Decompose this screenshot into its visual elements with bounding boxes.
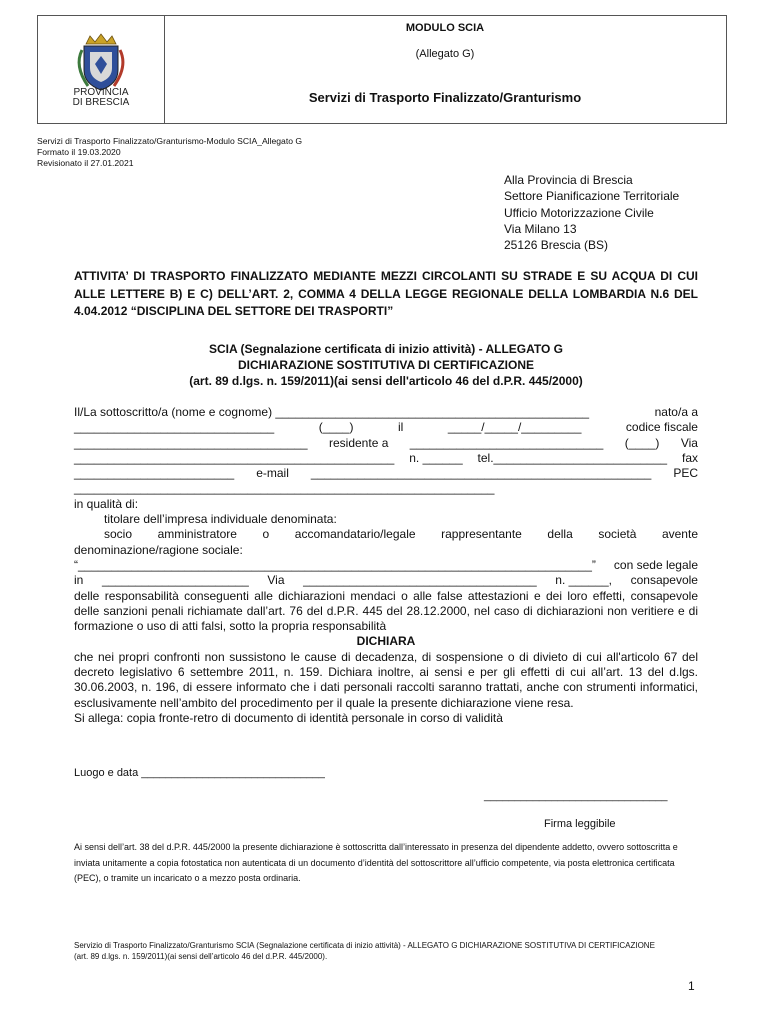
role-option-partner[interactable]: [74, 527, 698, 542]
signature-label: Firma leggibile: [544, 818, 616, 830]
footer-line: (art. 89 d.lgs. n. 159/2011)(ai sensi dell’articolo 46 del d.P.R. 445/2000).: [74, 952, 328, 961]
address-line: 25126 Brescia (BS): [504, 238, 609, 253]
scia-heading: [74, 341, 698, 389]
page-number: 1: [688, 979, 695, 993]
residence-field[interactable]: _____________________________: [409, 435, 604, 450]
service-title: Servizi di Trasporto Finalizzato/Granturismo: [308, 90, 582, 105]
email-label: e-mail: [256, 466, 289, 481]
residence-label: residente a: [329, 435, 389, 450]
address-line: Settore Pianificazione Territoriale: [504, 189, 680, 204]
headquarters-label: con sede legale: [613, 557, 698, 572]
svg-text:DI BRESCIA: DI BRESCIA: [72, 97, 130, 108]
name-row: [74, 405, 698, 420]
birthdate-label: il: [398, 420, 404, 435]
legal-note: Ai sensi dell’art. 38 del d.P.R. 445/2000 la presente dichiarazione è sottoscritta dall’interessato in presenza del dipendente addetto, ovvero sottoscritta e inviata unitamente a copia fotostatica non autenticata di un documento d’identità del sottoscrittore all’ufficio competente, via posta elettronica certificata (PEC), o tramite un incaricato o a mezzo posta ordinaria.: [74, 842, 678, 883]
street-label: Via: [680, 435, 698, 450]
hq-street-field[interactable]: ___________________________________: [303, 573, 537, 588]
page-footer: [74, 940, 684, 962]
scia-line: (art. 89 d.lgs. n. 159/2011)(ai sensi dell'articolo 46 del d.P.R. 445/2000): [189, 374, 583, 388]
svg-text:PROVINCIA: PROVINCIA: [73, 87, 129, 98]
fax-field[interactable]: ________________________: [74, 466, 235, 481]
email-field[interactable]: ___________________________________________________: [310, 466, 652, 481]
birth-province-field[interactable]: (____): [318, 420, 354, 435]
address-line: Alla Provincia di Brescia: [504, 173, 633, 187]
number-field[interactable]: n. ______: [409, 450, 463, 465]
company-name-label: denominazione/ragione sociale:: [74, 542, 243, 557]
hq-street-label: Via: [267, 573, 285, 588]
activity-heading: ATTIVITA’ DI TRASPORTO FINALIZZATO MEDIANTE MEZZI CIRCOLANTI SU STRADE E SU ACQUA DI CUI ALLE LETTERE B) E C) DELL’ART. 2, COMMA 4 DELLA LEGGE REGIONALE DELLA LOMBARDIA N.6 DEL 4.04.2012 “DISCIPLINA DEL SETTORE DEI TRASPORTI”: [74, 269, 698, 318]
birthplace-field[interactable]: ______________________________: [74, 420, 275, 435]
aware-label: consapevole: [630, 573, 698, 588]
role-label: in qualità di:: [74, 496, 139, 511]
form-body: [74, 405, 698, 726]
scia-line: DICHIARAZIONE SOSTITUTIVA DI CERTIFICAZIONE: [238, 358, 534, 372]
form-title: MODULO SCIA: [405, 22, 485, 34]
hq-in-label: in: [74, 573, 84, 588]
address-line: Ufficio Motorizzazione Civile: [504, 205, 654, 220]
birthdate-field[interactable]: _____/_____/_________: [447, 420, 582, 435]
fiscal-code-field[interactable]: ___________________________________: [74, 435, 308, 450]
document-meta: [37, 136, 302, 169]
place-date-field[interactable]: Luogo e data ______________________________: [74, 767, 325, 779]
hq-city-field[interactable]: ______________________: [101, 573, 249, 588]
signature-field[interactable]: ______________________________: [484, 790, 668, 802]
residence-province-field[interactable]: (____): [624, 435, 660, 450]
name-field[interactable]: Il/La sottoscritto/a (nome e cognome) _______________________________________________: [74, 405, 590, 419]
company-name-field[interactable]: “_____________________________________________________________________________”: [74, 557, 596, 572]
declares-heading: DICHIARA: [356, 634, 416, 649]
birthplace-label: nato/a a: [654, 405, 698, 419]
residence-row: [74, 436, 698, 451]
fax-label: fax: [681, 450, 698, 465]
scia-line: SCIA (Segnalazione certificata di inizio attività) - ALLEGATO G: [208, 342, 564, 356]
recipient-address: [504, 172, 679, 253]
meta-line: Revisionato il 27.01.2021: [37, 158, 134, 168]
meta-line: Formato il 19.03.2020: [37, 147, 121, 157]
fiscal-code-label: codice fiscale: [625, 420, 698, 435]
headquarters-row: [74, 573, 698, 588]
declaration-text: che nei propri confronti non sussistono le cause di decadenza, di sospensione o di divieto di cui all'articolo 67 del decreto legislativo 6 settembre 2011, n. 159. Dichiara inoltre, ai sensi e per gli effetti di cui all’art. 13 del d.lgs. 30.06.2003, n. 196, di essere informato che i dati personali raccolti saranno trattati, anche con strumenti informatici, esclusivamente nell’ambito del procedimento per il quale la presente dichiarazione viene resa.: [74, 649, 698, 710]
contact-row: [74, 466, 698, 481]
pec-label: PEC: [673, 466, 698, 481]
street-field[interactable]: ________________________________________________: [74, 450, 395, 465]
role-option-owner[interactable]: titolare dell’impresa individuale denominata:: [104, 512, 337, 527]
provincia-brescia-logo: [38, 16, 164, 123]
role-option-partner-text: socio amministratore o accomandatario/legale rappresentante della società avente: [104, 527, 698, 542]
footer-line: Servizio di Trasporto Finalizzato/Granturismo SCIA (Segnalazione certificata di inizio attività) - ALLEGATO G DICHIARAZIONE SOSTITUTIVA DI CERTIFICAZIONE: [74, 941, 655, 950]
birth-row: [74, 420, 698, 435]
responsibility-text: delle responsabilità conseguenti alle dichiarazioni mendaci o alle false attestazioni e dei loro effetti, consapevole delle sanzioni penali richiamate dall’art. 76 del d.P.R. 445 del 28.12.2000, nel caso di dichiarazioni non veritiere e di formazione o uso di atti falsi, sotto la propria responsabilità: [74, 588, 698, 634]
form-subtitle: (Allegato G): [415, 48, 475, 60]
hq-number-field[interactable]: n. ______,: [555, 573, 612, 588]
meta-line: Servizi di Trasporto Finalizzato/Granturismo-Modulo SCIA_Allegato G: [37, 136, 303, 146]
street-row: [74, 451, 698, 466]
attachment-note: Si allega: copia fronte-retro di documento di identità personale in corso di validità: [74, 710, 503, 725]
address-line: Via Milano 13: [504, 221, 577, 236]
pec-field[interactable]: _______________________________________________________________: [74, 481, 495, 496]
company-row: [74, 558, 698, 573]
phone-field[interactable]: tel.__________________________: [477, 450, 668, 465]
